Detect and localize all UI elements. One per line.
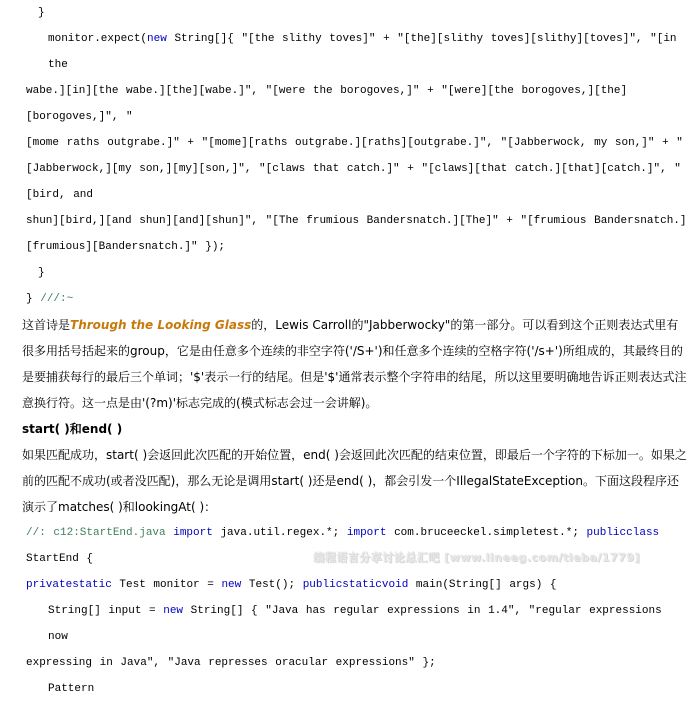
code-keyword: import — [173, 527, 213, 539]
code-comment: //: c12:StartEnd.java — [26, 527, 166, 539]
code-block-1 — [0, 0, 700, 312]
code-keyword: publicstaticvoid — [302, 579, 409, 591]
code-text: } — [26, 293, 33, 305]
code-text: Test monitor = — [111, 579, 222, 591]
code-text: [frumious][Bandersnatch.]" }); — [26, 241, 226, 253]
code-text: wabe.][in][the wabe.][the][wabe.]", "[were the borogoves,]" + "[were][the borogoves,][the][borogoves,]", " — [26, 85, 628, 123]
code-keyword: new — [163, 605, 184, 617]
code-line — [26, 598, 688, 650]
code-line — [26, 130, 688, 156]
code-text: monitor.expect( — [48, 33, 148, 45]
code-text: String[]{ "[the slithy toves]" + "[the][slithy toves][slithy][toves]", "[in the — [48, 33, 677, 71]
code-line — [26, 676, 688, 702]
code-block-2 — [0, 520, 700, 702]
code-line — [26, 0, 688, 26]
code-text: String[] input = — [48, 605, 164, 617]
code-line — [26, 208, 688, 234]
code-keyword: new — [147, 33, 167, 45]
paragraph-text: 这首诗是 — [22, 318, 71, 332]
code-text: } — [38, 267, 45, 279]
code-line — [26, 286, 688, 312]
code-text: } — [38, 7, 45, 19]
code-keyword: publicclass — [586, 527, 660, 539]
book-title: Through the Looking Glass — [70, 318, 252, 332]
code-line — [26, 26, 688, 78]
code-text: String[] { "Java has regular expressions in 1.4", "regular expressions now — [48, 605, 662, 643]
code-text: StartEnd { — [26, 553, 94, 565]
code-line — [26, 156, 688, 208]
code-line — [0, 78, 688, 130]
code-comment: ///:~ — [40, 293, 74, 305]
code-text: shun][bird,][and shun][and][shun]", "[The frumious Bandersnatch.][The]" + "[frumious Bandersnatch.] — [26, 215, 687, 227]
paragraph-text: 的，Lewis Carroll的"Jabberwocky"的第一部分。可以看到这个正则表达式里有很多用括号括起来的group，它是由任意多个连续的非空字符('/S+')和任意多个连续的空格字符('/s+')所组成的，其最终目的是要捕获每行的最后三个单词；'$'表示一行的结尾。但是'$'通常表示整个字符串的结尾，所以这里要明确地告诉正则表达式注意换行符。这一点是由'(?m)'标志完成的(模式标志会过一会讲解)。 — [22, 318, 687, 410]
code-line — [26, 234, 688, 260]
code-keyword: privatestatic — [26, 579, 112, 591]
watermark: 编程语言分享讨论总汇吧 [www.lineeg.com/tieba/1779] — [313, 551, 640, 564]
code-line — [26, 650, 688, 676]
code-text: Pattern — [48, 683, 95, 695]
code-text: expressing in Java", "Java represses oracular expressions" }; — [26, 657, 436, 669]
section-heading: start( )和end( ) — [22, 422, 123, 436]
code-line — [26, 260, 688, 286]
code-text: Test(); — [241, 579, 303, 591]
code-text: [Jabberwock,][my son,][my][son,]", "[claws that catch.]" + "[claws][that catch.][that][catch.]", "[bird, and — [26, 163, 681, 201]
code-keyword: new — [221, 579, 242, 591]
code-text: [mome raths outgrabe.]" + "[mome][raths outgrabe.][raths][outgrabe.]", "[Jabberwock, my son,]" + " — [26, 137, 683, 149]
code-text: java.util.regex.*; — [212, 527, 347, 539]
code-text: main(String[] args) { — [408, 579, 557, 591]
code-line — [26, 572, 688, 598]
paragraph-jabberwocky — [0, 312, 700, 416]
code-text: com.bruceeckel.simpletest.*; — [386, 527, 587, 539]
paragraph-start-end: 如果匹配成功，start( )会返回此次匹配的开始位置，end( )会返回此次匹配的结束位置，即最后一个字符的下标加一。如果之前的匹配不成功(或者没匹配)，那么无论是调用start( )还是end( )，都会引发一个IllegalStateException。下面这段程序还演示了matches( )和lookingAt( )： — [22, 448, 687, 514]
code-keyword: import — [346, 527, 387, 539]
